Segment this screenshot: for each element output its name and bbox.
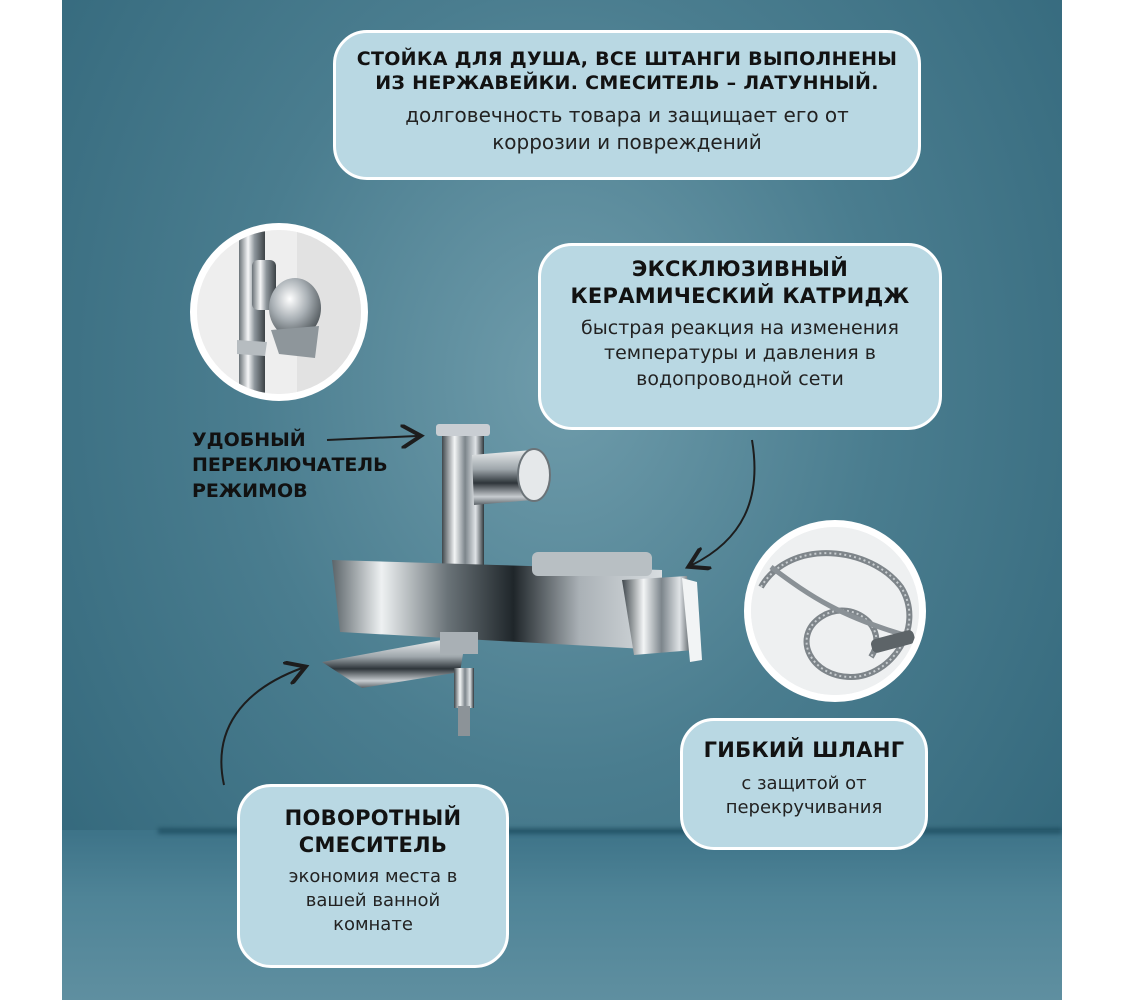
- switch-arrow: [327, 436, 417, 440]
- faucet-illustration: [62, 0, 1062, 1000]
- card-mixer-text: экономия места в вашей ванной комнате: [288, 865, 458, 936]
- card-materials-text: долговечность товара и защищает его от коррозии и повреждений: [405, 102, 849, 154]
- mixer-arrow: [221, 668, 302, 785]
- card-hose-text: с защитой от перекручивания: [725, 772, 883, 819]
- infographic-canvas: [62, 0, 1062, 1000]
- card-cartridge-title: ЭКСКЛЮЗИВНЫЙ КЕРАМИЧЕСКИЙ КАТРИДЖ: [570, 257, 910, 308]
- hose-connector: [454, 668, 474, 708]
- card-cartridge-text: быстрая реакция на изменения температуры и давления в водопроводной сети: [581, 316, 899, 391]
- card-materials-title: СТОЙКА ДЛЯ ДУША, ВСЕ ШТАНГИ ВЫПОЛНЕНЫ ИЗ НЕРЖАВЕЙКИ. СМЕСИТЕЛЬ – ЛАТУННЫЙ.: [356, 48, 898, 95]
- card-mixer-title: ПОВОРОТНЫЙ СМЕСИТЕЛЬ: [284, 806, 462, 857]
- cartridge-arrow: [692, 440, 755, 565]
- switch-label: УДОБНЫЙ ПЕРЕКЛЮЧАТЕЛЬ РЕЖИМОВ: [192, 429, 388, 502]
- card-hose-title: ГИБКИЙ ШЛАНГ: [703, 738, 905, 762]
